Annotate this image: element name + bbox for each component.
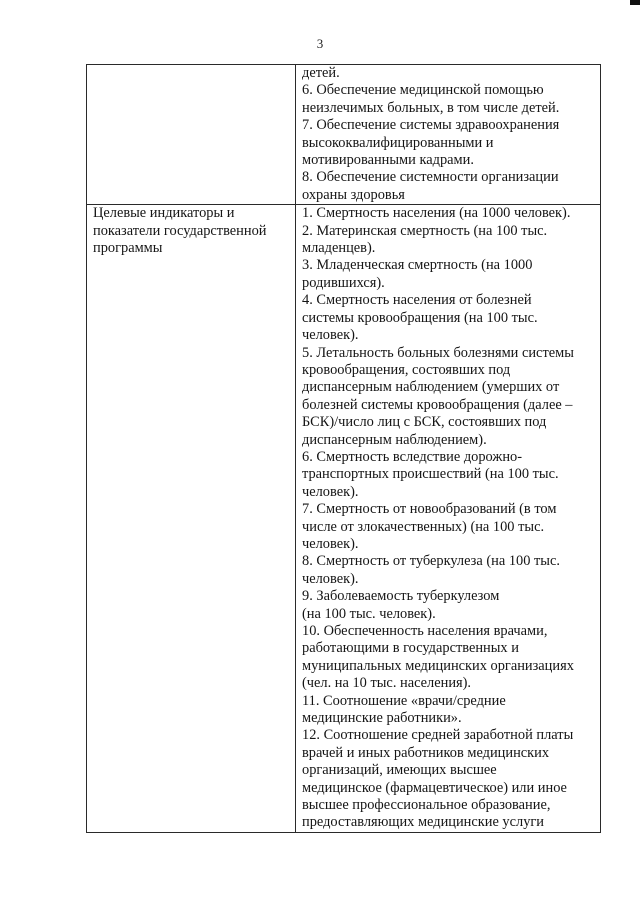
- text-line: 6. Обеспечение медицинской помощью: [302, 82, 544, 99]
- text-line: человек).: [302, 570, 359, 587]
- text-line: 6. Смертность вследствие дорожно-: [302, 448, 523, 465]
- text-line: 4. Смертность населения от болезней: [302, 292, 532, 309]
- page-number: 3: [316, 36, 324, 51]
- text-line: программы: [93, 240, 163, 257]
- text-line: 1. Смертность населения (на 1000 человек).: [302, 205, 571, 222]
- text-line: болезней системы кровообращения (далее –: [302, 396, 573, 413]
- text-line: высшее профессиональное образование,: [302, 797, 551, 814]
- text-line: 7. Обеспечение системы здравоохранения: [302, 117, 560, 134]
- text-line: 2. Материнская смертность (на 100 тыс.: [302, 222, 548, 239]
- text-line: младенцев).: [302, 240, 376, 257]
- scan-corner-mark: [630, 0, 640, 5]
- text-line: неизлечимых больных, в том числе детей.: [302, 99, 560, 116]
- text-line: детей.: [302, 65, 340, 81]
- text-line: предоставляющих медицинские услуги: [302, 814, 544, 831]
- row-content-cell: [296, 205, 601, 833]
- text-line: 8. Смертность от туберкулеза (на 100 тыс.: [302, 553, 560, 570]
- text-line: муниципальных медицинских организациях: [302, 657, 574, 674]
- text-line: показатели государственной: [93, 222, 267, 239]
- text-line: охраны здоровья: [302, 186, 405, 203]
- text-line: кровообращения, состоявших под: [302, 361, 511, 378]
- text-line: диспансерным наблюдением (умерших от: [302, 379, 560, 396]
- text-line: врачей и иных работников медицинских: [302, 744, 550, 761]
- text-line: 5. Летальность больных болезнями системы: [302, 344, 574, 361]
- row-content: [302, 205, 596, 832]
- text-line: системы кровообращения (на 100 тыс.: [302, 309, 538, 326]
- row-content-cell: [296, 65, 601, 205]
- text-line: работающими в государственных и: [302, 640, 519, 657]
- program-passport-table: [86, 64, 601, 833]
- text-line: Целевые индикаторы и: [93, 205, 235, 222]
- text-line: БСК)/число лиц с БСК, состоявших под: [302, 414, 547, 431]
- text-line: 7. Смертность от новообразований (в том: [302, 501, 557, 518]
- text-line: числе от злокачественных) (на 100 тыс.: [302, 518, 545, 535]
- row-content: [302, 65, 596, 204]
- text-line: медицинское (фармацевтическое) или иное: [302, 779, 567, 796]
- text-line: 8. Обеспечение системности организации: [302, 169, 559, 186]
- text-line: 11. Соотношение «врачи/средние: [302, 692, 506, 709]
- text-line: 10. Обеспеченность населения врачами,: [302, 623, 548, 639]
- table-row: [87, 65, 601, 205]
- text-line: медицинские работники».: [302, 710, 462, 727]
- text-line: родившихся).: [302, 274, 385, 291]
- text-line: человек).: [302, 535, 359, 552]
- row-label-cell: [87, 205, 296, 833]
- text-line: (чел. на 10 тыс. населения).: [302, 675, 472, 692]
- text-line: 12. Соотношение средней заработной платы: [302, 727, 574, 744]
- text-line: 9. Заболеваемость туберкулезом: [302, 588, 500, 605]
- text-line: высококвалифицированными и: [302, 134, 494, 151]
- text-line: человек).: [302, 327, 359, 344]
- text-line: диспансерным наблюдением).: [302, 431, 487, 448]
- text-line: мотивированными кадрами.: [302, 152, 474, 169]
- row-label-cell: [87, 65, 296, 205]
- text-line: (на 100 тыс. человек).: [302, 605, 436, 622]
- text-line: 3. Младенческая смертность (на 1000: [302, 257, 533, 274]
- table-row: [87, 205, 601, 833]
- text-line: транспортных происшествий (на 100 тыс.: [302, 466, 559, 483]
- text-line: человек).: [302, 483, 359, 500]
- row-label: [93, 205, 291, 257]
- text-line: организаций, имеющих высшее: [302, 762, 497, 779]
